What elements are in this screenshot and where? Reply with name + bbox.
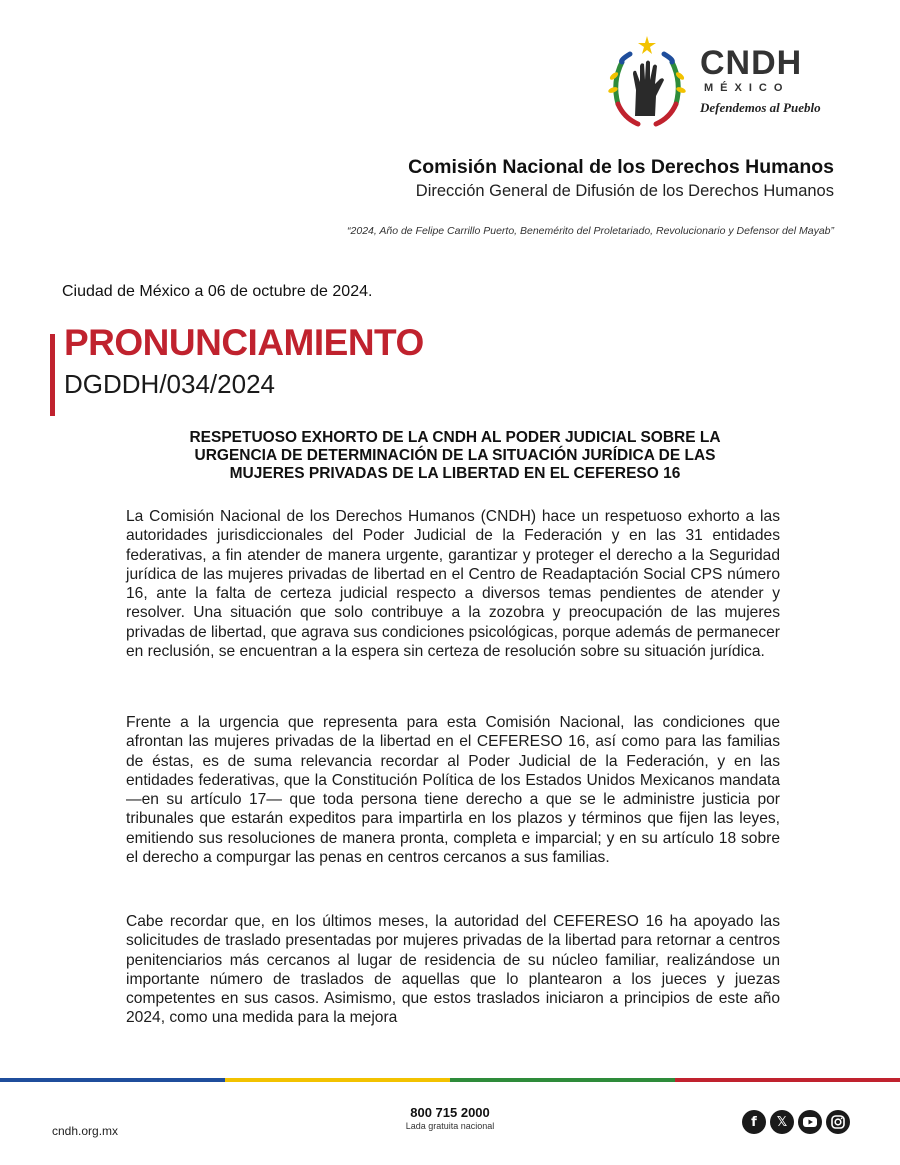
footer-color-stripe <box>0 1078 900 1082</box>
document-code: DGDDH/034/2024 <box>64 369 275 399</box>
date-line: Ciudad de México a 06 de octubre de 2024. <box>62 283 373 300</box>
body-paragraph: La Comisión Nacional de los Derechos Humanos (CNDH) hace un respetuoso exhorto a las autoridades jurisdiccionales del Poder Judicial de la Federación y en las 31 entidades federativas, a fin atender de manera urgente, garantizar y proteger el derecho a la Seguridad jurídica de las mujeres privadas de libertad en el Centro de Readaptación Social CPS número 16, ante la falta de certeza judicial respecto a diversos temas pendientes de atender y resolver. Una situación que solo contribuye a la zozobra y preocupación de las mujeres privadas de libertad, que agrava sus condiciones psicológicas, porque además de permanecer en reclusión, se encuentran a la espera sin certeza de resolución sobre su situación jurídica. <box>126 508 780 661</box>
body-paragraph: Cabe recordar que, en los últimos meses, la autoridad del CEFERESO 16 ha apoyado las solicitudes de traslado presentadas por mujeres privadas de la libertad para retornar a centros penitenciarios más cercanos al lugar de residencia de su núcleo familiar, realizándose un importante número de traslados de aquellas que lo plantearon a los jueces y juezas competentes en sus casos. Asimismo, que estos traslados iniciaron a principios de este año 2024, como una medida para la mejora <box>126 913 780 1027</box>
phone-note: Lada gratuita nacional <box>405 1121 495 1131</box>
instagram-icon[interactable] <box>826 1110 850 1134</box>
website-link[interactable]: cndh.org.mx <box>52 1124 119 1138</box>
stripe-green <box>450 1078 675 1082</box>
youtube-icon[interactable] <box>798 1110 822 1134</box>
year-motto: “2024, Año de Felipe Carrillo Puerto, Benemérito del Proletariado, Revolucionario y Defensor del Mayab” <box>347 225 834 237</box>
facebook-icon[interactable]: f <box>742 1110 766 1134</box>
headline-line: MUJERES PRIVADAS DE LA LIBERTAD EN EL CEFERESO 16 <box>229 465 681 482</box>
org-heading <box>408 156 834 201</box>
hotline <box>380 1105 520 1131</box>
body-paragraph: Frente a la urgencia que representa para esta Comisión Nacional, las condiciones que afrontan las mujeres privadas de la libertad en el CEFERESO 16, así como para las familias de éstas, es de suma relevancia recordar al Poder Judicial de la Federación, y en las entidades federativas, que la Constitución Política de los Estados Unidos Mexicanos mandata —en su artículo 17— que toda persona tiene derecho a que se le administre justicia por tribunales que estarán expeditos para impartirla en los plazos y términos que fijen las leyes, emitiendo sus resoluciones de manera pronta, completa e imparcial; y en su artículo 18 sobre el derecho a compurgar las penas en centros cercanos a sus familias. <box>126 714 780 867</box>
document-type: PRONUNCIAMIENTO <box>64 322 424 363</box>
title-accent-bar <box>50 334 55 416</box>
org-department: Dirección General de Difusión de los Derechos Humanos <box>415 182 834 200</box>
org-name: Comisión Nacional de los Derechos Humanos <box>408 156 834 178</box>
headline-line: URGENCIA DE DETERMINACIÓN DE LA SITUACIÓN JURÍDICA DE LAS <box>194 447 716 464</box>
headline <box>120 429 790 483</box>
phone-number[interactable]: 800 715 2000 <box>410 1105 490 1120</box>
stripe-red <box>675 1078 900 1082</box>
stripe-yellow <box>225 1078 450 1082</box>
x-icon[interactable]: 𝕏 <box>770 1110 794 1134</box>
brand-motto: Defendemos al Pueblo <box>700 100 821 115</box>
brand-country: MÉXICO <box>704 82 790 94</box>
brand-name: CNDH <box>700 44 803 82</box>
social-links <box>742 1110 850 1134</box>
emblem-icon <box>600 32 690 132</box>
cndh-logo <box>600 32 840 132</box>
stripe-blue <box>0 1078 225 1082</box>
headline-line: RESPETUOSO EXHORTO DE LA CNDH AL PODER JUDICIAL SOBRE LA <box>189 429 721 446</box>
